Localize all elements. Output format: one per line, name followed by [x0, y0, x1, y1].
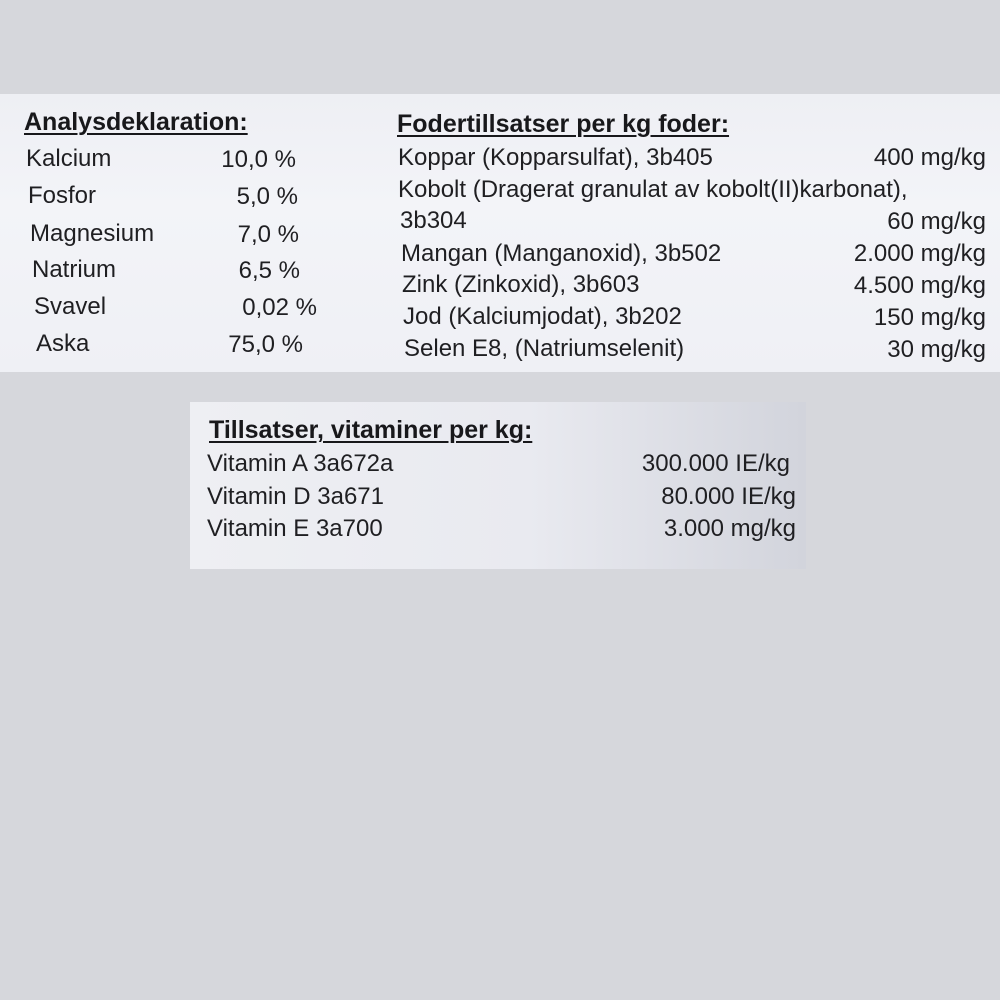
analysis-row-name: Svavel — [34, 293, 107, 320]
analysis-row-value: 5,0 % — [236, 183, 298, 210]
additive-row-name: Selen E8, (Natriumselenit) — [404, 335, 685, 362]
vitamin-row-name: Vitamin A 3a672a — [207, 450, 394, 477]
vitamin-row-name: Vitamin D 3a671 — [207, 483, 384, 510]
analysis-row-name: Natrium — [32, 256, 117, 283]
additive-row-value: 60 mg/kg — [887, 208, 986, 235]
analysis-row-value: 6,5 % — [238, 257, 300, 284]
additive-row-value: 150 mg/kg — [873, 304, 986, 331]
analysis-heading: Analysdeklaration: — [24, 108, 248, 136]
additive-row-name: Mangan (Manganoxid), 3b502 — [401, 240, 722, 267]
additive-row-name: Kobolt (Dragerat granulat av kobolt(II)karbonat), — [398, 176, 908, 203]
vitamin-row-value: 80.000 IE/kg — [661, 483, 796, 510]
analysis-row-name: Magnesium — [30, 220, 155, 247]
vitamin-row-value: 300.000 IE/kg — [641, 450, 790, 477]
additive-row-value: 4.500 mg/kg — [853, 272, 986, 299]
vitamin-row-name: Vitamin E 3a700 — [207, 515, 383, 542]
analysis-row-value: 10,0 % — [221, 146, 296, 173]
additive-row-value: 30 mg/kg — [887, 336, 986, 363]
vitamins-heading: Tillsatser, vitaminer per kg: — [209, 416, 533, 444]
analysis-row-value: 7,0 % — [237, 221, 299, 248]
analysis-row-name: Aska — [36, 330, 90, 357]
analysis-row-value: 0,02 % — [242, 294, 317, 321]
additive-row-value: 2.000 mg/kg — [853, 240, 986, 267]
additive-row-name: Zink (Zinkoxid), 3b603 — [402, 271, 640, 298]
analysis-row-value: 75,0 % — [228, 331, 303, 358]
additive-row-name: Jod (Kalciumjodat), 3b202 — [403, 303, 682, 330]
additive-row-value: 400 mg/kg — [873, 144, 986, 171]
analysis-row-name: Fosfor — [28, 182, 97, 209]
analysis-row-name: Kalcium — [26, 145, 112, 172]
additives-heading: Fodertillsatser per kg foder: — [397, 110, 730, 138]
additive-row-name: Koppar (Kopparsulfat), 3b405 — [398, 144, 713, 171]
vitamin-row-value: 3.000 mg/kg — [663, 515, 796, 542]
additive-row-name: 3b304 — [400, 207, 467, 234]
